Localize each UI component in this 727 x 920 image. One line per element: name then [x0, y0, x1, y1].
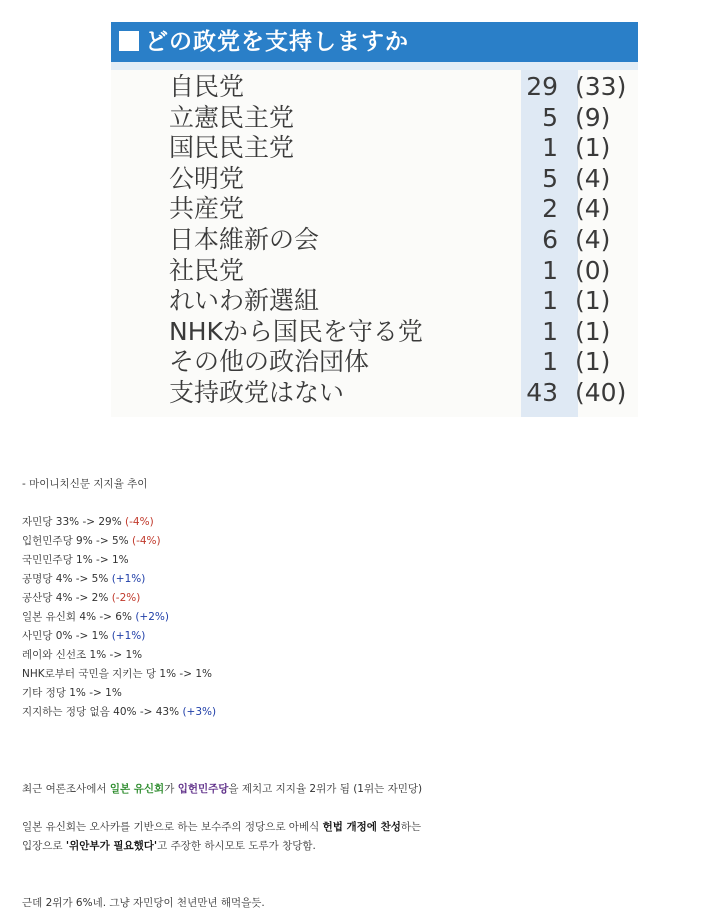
- party-name: 日本維新の会: [169, 224, 320, 254]
- trend-change: (+1%): [111, 630, 146, 642]
- current-value: 5: [542, 102, 558, 132]
- current-value: 1: [542, 133, 558, 163]
- previous-value: (1): [575, 347, 611, 377]
- previous-value: (4): [575, 163, 611, 193]
- trend-text: NHK로부터 국민을 지키는 당 1% -> 1%: [22, 668, 212, 680]
- poll-row: [111, 317, 638, 348]
- previous-value: (4): [575, 224, 611, 254]
- poll-row: [111, 286, 638, 317]
- poll-row: [111, 164, 638, 195]
- poll-row: [111, 72, 638, 103]
- trend-text: 공명당 4% -> 5%: [22, 573, 112, 585]
- party-name: NHKから国民を守る党: [169, 316, 423, 346]
- party-name: 国民民主党: [169, 133, 295, 163]
- trend-text: 기타 정당 1% -> 1%: [22, 687, 122, 699]
- trend-item: [22, 571, 145, 586]
- party-name: 支持政党はない: [169, 377, 345, 407]
- poll-row: [111, 347, 638, 378]
- poll-table-image: [111, 22, 638, 417]
- poll-row: [111, 378, 638, 409]
- party-name: れいわ新選組: [169, 286, 320, 316]
- trend-item: [22, 609, 169, 624]
- cdp-highlight: 입헌민주당: [177, 783, 229, 795]
- trend-change: (+2%): [135, 611, 169, 623]
- trend-item: [22, 628, 145, 643]
- party-name: 自民党: [169, 72, 245, 101]
- trend-item: [22, 685, 122, 700]
- current-value: 5: [542, 163, 558, 193]
- previous-value: (40): [575, 377, 627, 407]
- previous-value: (4): [575, 194, 611, 224]
- ishin-highlight: 일본 유신회: [109, 783, 165, 795]
- trend-text: 국민민주당 1% -> 1%: [22, 554, 129, 566]
- poll-header-band: [111, 62, 638, 70]
- trend-text: 지지하는 정당 없음 40% -> 43%: [22, 706, 183, 718]
- party-name: 立憲民主党: [169, 102, 295, 132]
- trend-text: 사민당 0% -> 1%: [22, 630, 112, 642]
- party-name: 共産党: [169, 194, 245, 224]
- trend-change: (-4%): [131, 535, 161, 547]
- trend-heading: - 마이니치신문 지지율 추이: [22, 478, 148, 490]
- poll-row: [111, 194, 638, 225]
- poll-row: [111, 256, 638, 287]
- current-value: 1: [542, 316, 558, 346]
- commentary-line-4: 근데 2위가 6%네. 그냥 자민당이 천년만년 해먹을듯.: [22, 897, 265, 909]
- previous-value: (0): [575, 255, 611, 285]
- trend-text: 일본 유신회 4% -> 6%: [22, 611, 136, 623]
- trend-change: (-2%): [111, 592, 141, 604]
- poll-title: どの政党を支持しますか: [145, 29, 409, 55]
- current-value: 43: [526, 377, 558, 407]
- constitution-highlight: 헌법 개정에 찬성: [322, 821, 401, 833]
- trend-text: 레이와 신선조 1% -> 1%: [22, 649, 143, 661]
- trend-item: [22, 647, 142, 662]
- poll-rows: [111, 72, 638, 409]
- previous-value: (1): [575, 286, 611, 316]
- trend-item: [22, 552, 129, 567]
- trend-item: [22, 514, 154, 529]
- trend-text: 공산당 4% -> 2%: [22, 592, 112, 604]
- previous-value: (33): [575, 72, 627, 101]
- trend-item: [22, 666, 212, 681]
- current-value: 1: [542, 347, 558, 377]
- party-name: 公明党: [169, 163, 245, 193]
- previous-value: (1): [575, 133, 611, 163]
- trend-change: (+3%): [182, 706, 217, 718]
- current-value: 1: [542, 255, 558, 285]
- current-value: 6: [542, 224, 558, 254]
- poll-row: [111, 133, 638, 164]
- previous-value: (1): [575, 316, 611, 346]
- trend-text: 입헌민주당 9% -> 5%: [22, 535, 132, 547]
- commentary-line-3: 입장으로 '위안부가 필요했다'고 주장한 하시모토 도루가 창당함.: [22, 840, 316, 852]
- previous-value: (9): [575, 102, 611, 132]
- party-name: 社民党: [169, 255, 245, 285]
- quote-highlight: '위안부가 필요했다': [65, 840, 158, 852]
- trend-item: [22, 533, 161, 548]
- current-value: 29: [526, 72, 558, 101]
- commentary-line-2: 일본 유신회는 오사카를 기반으로 하는 보수주의 정당으로 아베식 헌법 개정에 찬성하는: [22, 821, 422, 833]
- current-value: 1: [542, 286, 558, 316]
- party-name: その他の政治団体: [169, 347, 370, 377]
- trend-change: (+1%): [111, 573, 146, 585]
- trend-change: (-4%): [125, 516, 154, 528]
- current-value: 2: [542, 194, 558, 224]
- trend-text: 자민당 33% -> 29%: [22, 516, 126, 528]
- poll-header: [111, 22, 638, 62]
- trend-item: [22, 704, 216, 719]
- poll-row: [111, 225, 638, 256]
- trend-item: [22, 590, 140, 605]
- commentary-line-1: 최근 여론조사에서 일본 유신회가 입헌민주당을 제치고 지지율 2위가 됨 (1위는 자민당): [22, 783, 423, 795]
- square-bullet-icon: [119, 31, 139, 51]
- poll-row: [111, 103, 638, 134]
